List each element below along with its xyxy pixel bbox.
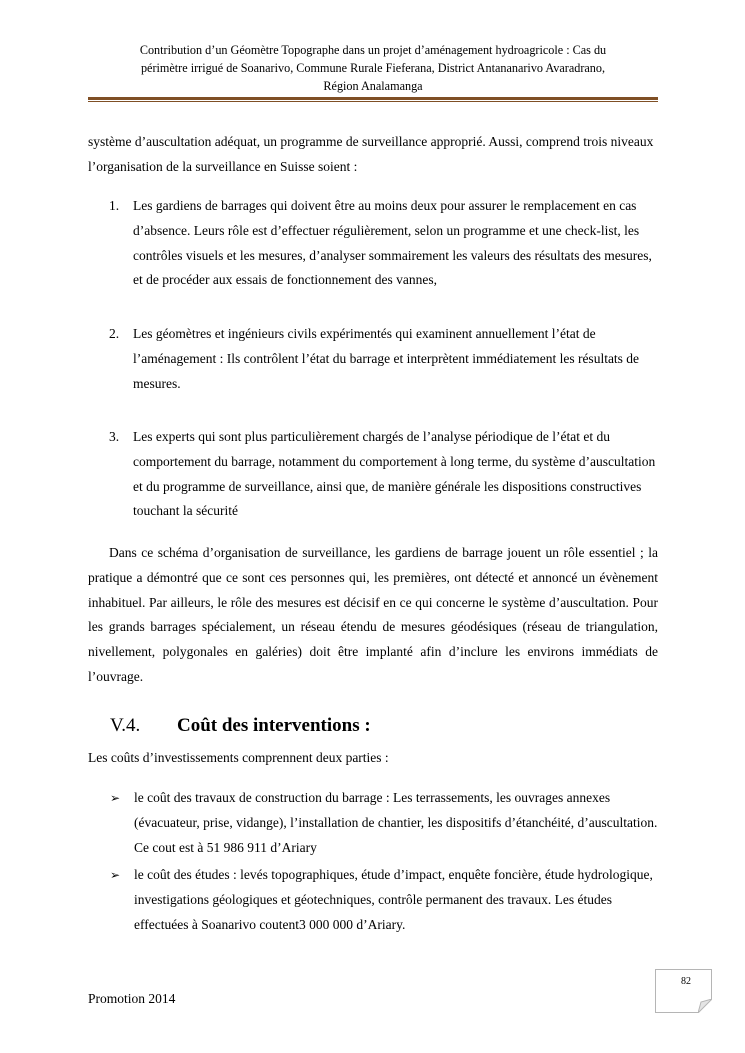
bullet-text: le coût des travaux de construction du barrage : Les terrassements, les ouvrages annexes (évacuateur, prise, vidange), l’installation de chantier, les dispositifs d’étanchéité, d’auscultation. Ce cout est à 51 986 911 d’Ariary <box>134 790 658 855</box>
list-number: 2. <box>109 326 120 341</box>
header-line-3: Région Analamanga <box>323 79 423 93</box>
list-text: Les géomètres et ingénieurs civils expérimentés qui examinent annuellement l’état de l’aménagement : Ils contrôlent l’état du barrage et interprètent immédiatement les résultats de mesures. <box>133 326 640 391</box>
list-number: 3. <box>109 429 120 444</box>
list-text: Les experts qui sont plus particulièrement chargés de l’analyse périodique de l’état et du comportement du barrage, notamment du comportement à long terme, du système d’auscultation et du programme de surveillance, ainsi que, de manière générale les dispositions constructives touchant la sécurité <box>133 429 656 519</box>
page-curl-icon <box>698 999 712 1013</box>
header-line-2: périmètre irrigué de Soanarivo, Commune Rurale Fieferana, District Antananarivo Avaradrano, <box>140 61 606 75</box>
list-item-2 <box>109 322 658 396</box>
surveillance-paragraph: Dans ce schéma d’organisation de surveillance, les gardiens de barrage jouent un rôle essentiel ; la pratique a démontré que ce sont ces personnes qui, les premières, ont détecté et annoncé un évènement inhabituel. Par ailleurs, le rôle des mesures est décisif en ce qui concerne le système d’auscultation. Pour les grands barrages spécialement, un réseau étendu de mesures géodésiques (réseau de triangulation, nivellement, polygonales en galéries) doit être implanté afin d’inclure les environs immédiats de l’ouvrage. <box>88 545 658 684</box>
section-title: Coût des interventions : <box>177 715 371 736</box>
bullet-item-1 <box>110 786 658 860</box>
list-item-1 <box>109 194 658 293</box>
page-header <box>88 41 658 95</box>
page-footer: Promotion 2014 <box>88 991 176 1006</box>
list-item-3 <box>109 425 658 524</box>
header-line-1: Contribution d’un Géomètre Topographe dans un projet d’aménagement hydroagricole : Cas du <box>139 43 607 57</box>
intro-paragraph: système d’auscultation adéquat, un programme de surveillance approprié. Aussi, comprend trois niveaux l’organisation de la surveillance en Suisse soient : <box>88 134 654 174</box>
arrow-bullet-icon: ➢ <box>110 791 121 805</box>
header-rule-thick <box>88 97 658 100</box>
page-number-box <box>655 969 712 1013</box>
bullet-text: le coût des études : levés topographiques, étude d’impact, enquête foncière, étude hydrologique, investigations géologiques et géotechniques, contrôle permanent des travaux. Les études effectuées à Soanarivo coutent3 000 000 d’Ariary. <box>134 867 653 932</box>
bullet-item-2 <box>110 863 658 937</box>
arrow-bullet-icon: ➢ <box>110 868 121 882</box>
header-rule-thin <box>88 101 658 102</box>
section-number: V.4. <box>110 715 141 736</box>
page-number: 82 <box>681 976 691 987</box>
list-text: Les gardiens de barrages qui doivent être au moins deux pour assurer le remplacement en cas d’absence. Leurs rôle est d’effectuer régulièrement, selon un programme et une check-list, les contrôles visuels et les mesures, d’analyser sommairement les valeurs des résultats des mesures, et de procéder aux essais de fonctionnement des vannes, <box>133 198 652 288</box>
section-intro: Les coûts d’investissements comprennent deux parties : <box>88 750 389 765</box>
list-number: 1. <box>109 198 120 213</box>
